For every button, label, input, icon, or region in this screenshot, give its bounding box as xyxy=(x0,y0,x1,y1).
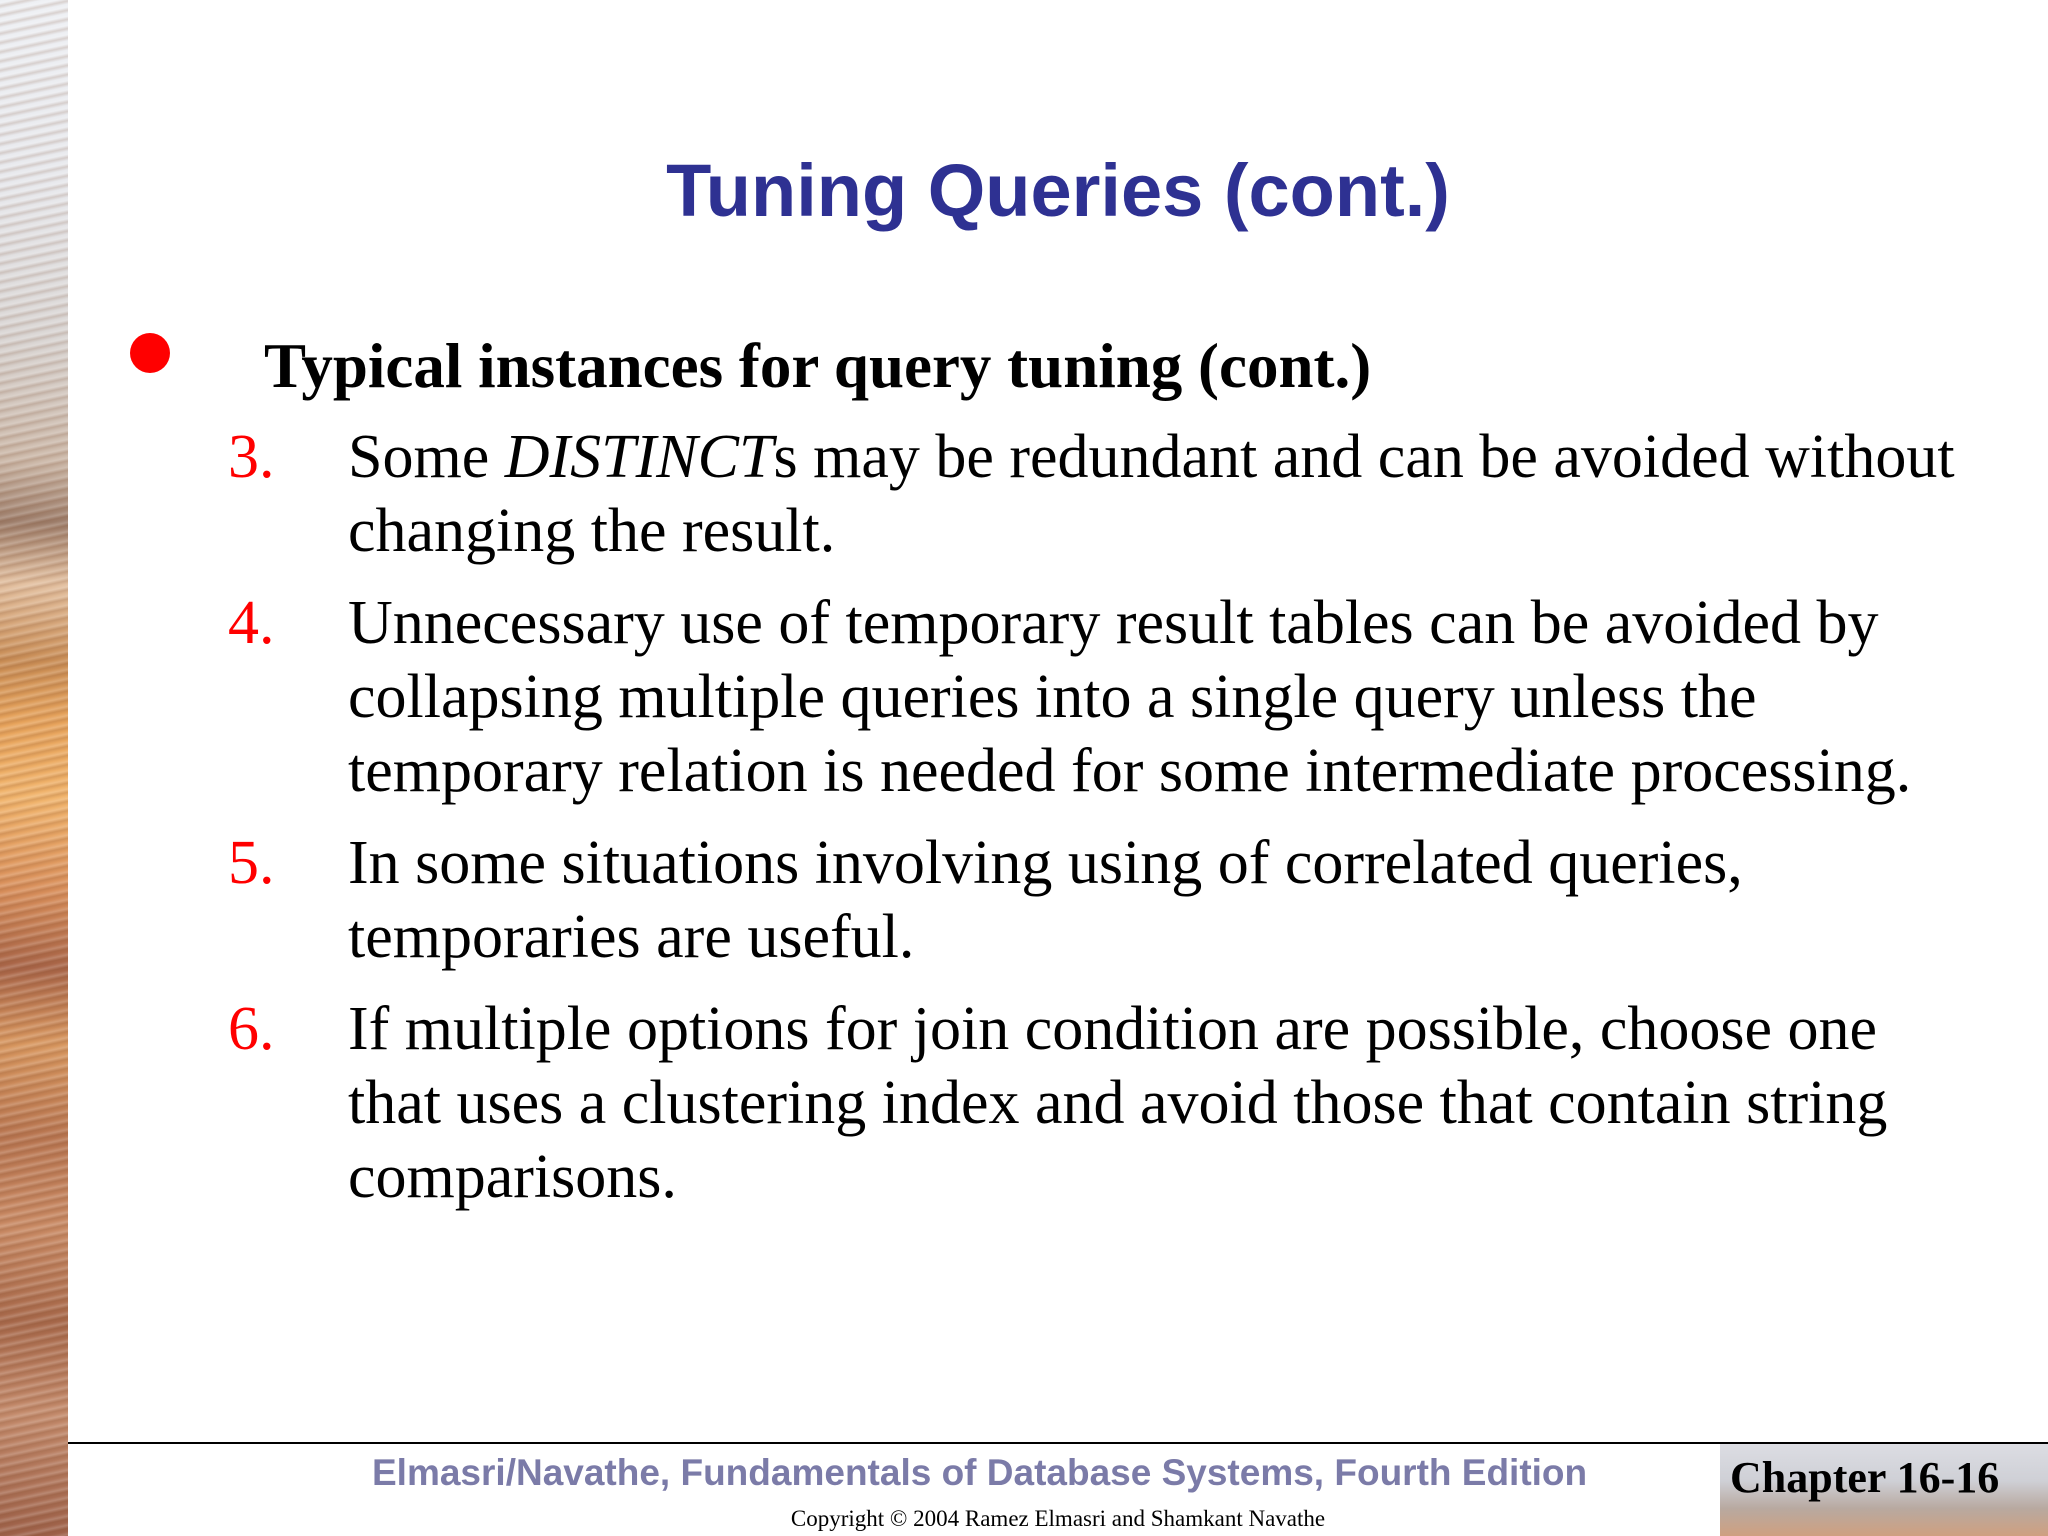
slide-title: Tuning Queries (cont.) xyxy=(666,149,1450,232)
list-item-number: 4. xyxy=(228,589,275,657)
bullet-dot xyxy=(130,333,170,373)
list-item-text xyxy=(348,420,1968,568)
list-item-number: 3. xyxy=(228,423,275,491)
list-item xyxy=(0,586,2048,808)
list-item-text: Unnecessary use of temporary result tables can be avoided by collapsing multiple queries into a single query unless the temporary relation is needed for some intermediate processing. xyxy=(348,589,1912,805)
list-item xyxy=(0,826,2048,974)
list-item-text-emphasis: DISTINCT xyxy=(504,423,774,491)
numbered-list xyxy=(0,420,2048,1232)
footer-book-title: Elmasri/Navathe, Fundamentals of Database Systems, Fourth Edition xyxy=(372,1452,1588,1493)
list-item-number: 5. xyxy=(228,829,275,897)
list-item-text-post: s may be redundant and can be avoided without changing the result. xyxy=(348,423,1955,565)
list-item xyxy=(0,420,2048,568)
list-item-text-pre: Some xyxy=(348,423,505,491)
list-item xyxy=(0,992,2048,1214)
chapter-label: Chapter 16-16 xyxy=(1730,1453,2000,1502)
copyright-notice: Copyright © 2004 Ramez Elmasri and Shamkant Navathe xyxy=(790,1506,1326,1531)
list-item-text: In some situations involving using of correlated queries, temporaries are useful. xyxy=(348,829,1743,971)
list-item-text: If multiple options for join condition are possible, choose one that uses a clustering index and avoid those that contain string comparisons. xyxy=(348,995,1888,1211)
bullet-heading: Typical instances for query tuning (cont.) xyxy=(264,331,1372,401)
list-item-number: 6. xyxy=(228,995,275,1063)
